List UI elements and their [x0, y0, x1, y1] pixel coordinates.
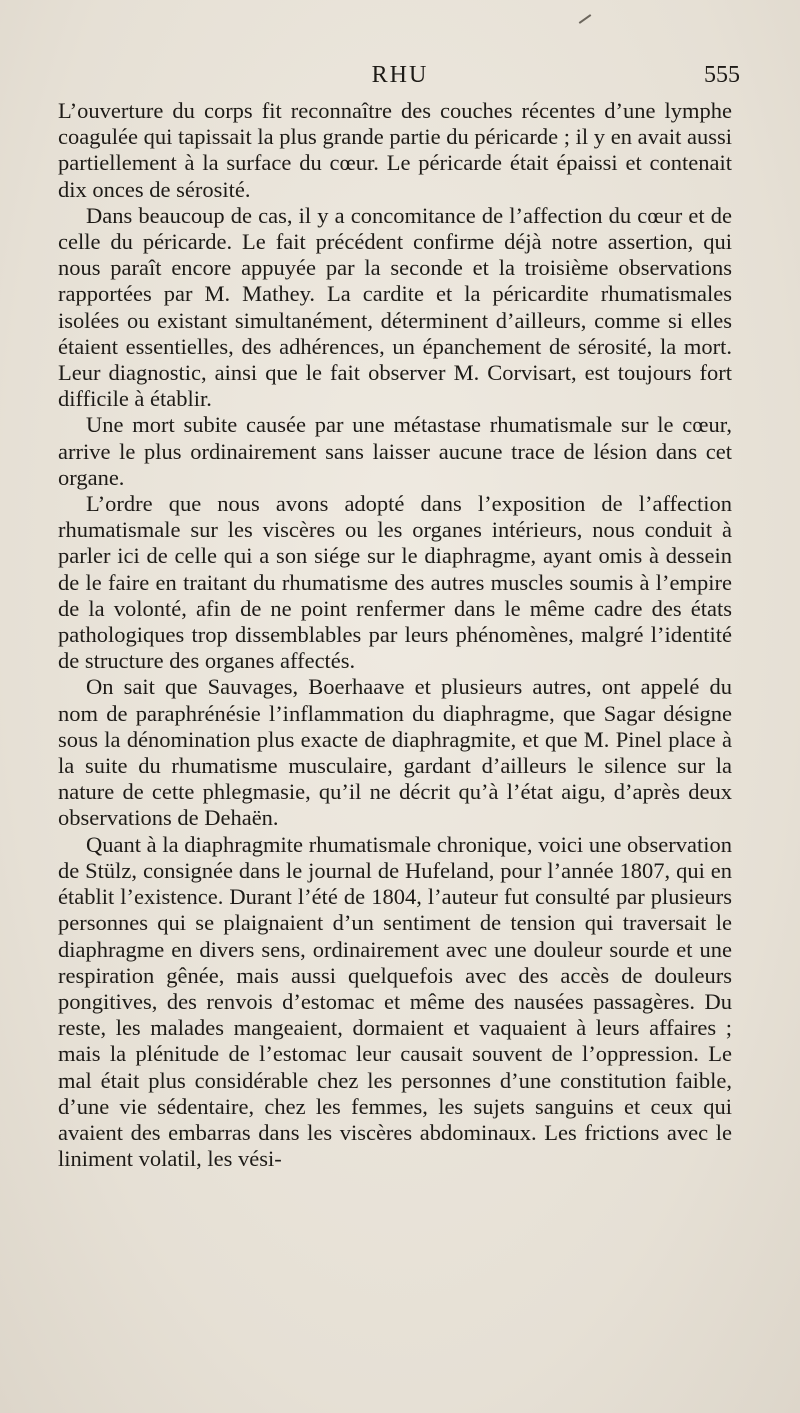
paragraph: Dans beaucoup de cas, il y a concomitance de l’affection du cœur et de celle du péricarde. Le fait précédent confirme déjà notre assertion, qui nous paraît encore appuyée par la seconde et la troisième observations rapportées par M. Mathey. La cardite et la péricardite rhumatismales isolées ou existant simultanément, déterminent d’ailleurs, comme si elles étaient essentielles, des adhérences, un épanchement de sérosité, la mort. Leur diagnostic, ainsi que le fait observer M. Corvisart, est toujours fort difficile à établir. — [58, 202, 732, 412]
paragraph: Quant à la diaphragmite rhumatismale chronique, voici une observation de Stülz, consignée dans le journal de Hufeland, pour l’année 1807, qui en établit l’existence. Durant l’été de 1804, l’auteur fut consulté par plusieurs personnes qui se plaignaient d’un sentiment de tension qui traversait le diaphragme en divers sens, ordinairement avec une douleur sourde et une respiration gênée, mais aussi quelquefois avec des accès de douleurs pongitives, des renvois d’estomac et même des nausées passagères. Du reste, les malades mangeaient, dormaient et vaquaient à leurs affaires ; mais la plénitude de l’estomac leur causait souvent de l’oppression. Le mal était plus considérable chez les personnes d’une constitution faible, d’une vie sédentaire, chez les femmes, les sujets sanguins et ceux qui avaient des embarras dans les viscères abdominaux. Les frictions avec le liniment volatil, les vési- — [58, 831, 732, 1172]
page-header — [60, 62, 740, 96]
paragraph: L’ordre que nous avons adopté dans l’exposition de l’affection rhumatismale sur les viscères ou les organes intérieurs, nous conduit à parler ici de celle qui a son siége sur le diaphragme, ayant omis à dessein de le faire en traitant du rhumatisme des autres muscles soumis à l’empire de la volonté, afin de ne point renfermer dans le même cadre des états pathologiques trop dissemblables par leurs phénomènes, malgré l’identité de structure des organes affectés. — [58, 491, 732, 674]
paragraph: Une mort subite causée par une métastase rhumatismale sur le cœur, arrive le plus ordinairement sans laisser aucune trace de lésion dans cet organe. — [58, 412, 732, 490]
body-text — [58, 98, 732, 1172]
pen-mark — [579, 14, 592, 24]
page-number: 555 — [704, 62, 740, 88]
paragraph: On sait que Sauvages, Boerhaave et plusieurs autres, ont appelé du nom de paraphrénésie l’inflammation du diaphragme, que Sagar désigne sous la dénomination plus exacte de diaphragmite, et que M. Pinel place à la suite du rhumatisme musculaire, gardant d’ailleurs le silence sur la nature de cette phlegmasie, qu’il ne décrit qu’à l’état aigu, d’après deux observations de Dehaën. — [58, 674, 732, 831]
running-head: RHU — [371, 62, 429, 88]
paragraph: L’ouverture du corps fit reconnaître des couches récentes d’une lymphe coagulée qui tapissait la plus grande partie du péricarde ; il y en avait aussi partiellement à la surface du cœur. Le péricarde était épaissi et contenait dix onces de sérosité. — [58, 98, 732, 202]
